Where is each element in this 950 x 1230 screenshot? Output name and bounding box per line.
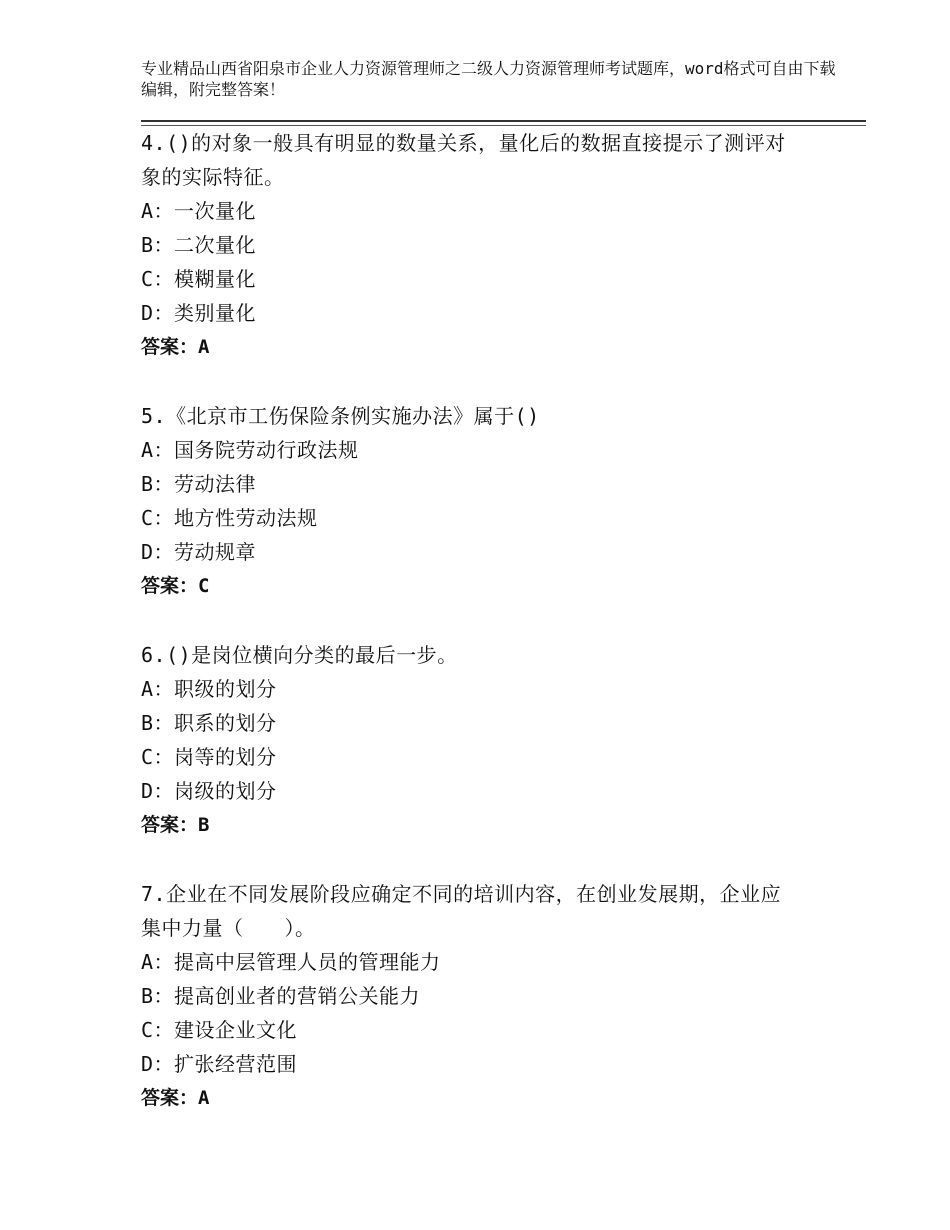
answer-label: 答案： (141, 336, 199, 358)
option-a: A：国务院劳动行政法规 (141, 438, 359, 462)
option-b: B：劳动法律 (141, 472, 257, 496)
answer-line (141, 330, 821, 364)
option-b: B：二次量化 (141, 233, 257, 257)
answer-label: 答案： (141, 1087, 199, 1109)
option-d: D：劳动规章 (141, 540, 257, 564)
answer-value: A (198, 336, 210, 358)
header-rule-thick (141, 120, 866, 122)
answer-label: 答案： (141, 575, 199, 597)
answer-label: 答案： (141, 814, 199, 836)
option-c: C：岗等的划分 (141, 745, 277, 769)
question-stem: 7.企业在不同发展阶段应确定不同的培训内容，在创业发展期，企业应集中力量（ ）。 (141, 882, 782, 940)
option-d: D：扩张经营范围 (141, 1052, 298, 1076)
answer-value: C (198, 575, 210, 597)
option-c: C：建设企业文化 (141, 1018, 298, 1042)
question-stem: 6.()是岗位横向分类的最后一步。 (141, 643, 458, 667)
answer-value: B (198, 814, 210, 836)
option-c: C：模糊量化 (141, 267, 257, 291)
option-b: B：提高创业者的营销公关能力 (141, 984, 421, 1008)
option-d: D：岗级的划分 (141, 779, 277, 803)
option-a: A：职级的划分 (141, 677, 277, 701)
option-a: A：一次量化 (141, 199, 257, 223)
answer-line (141, 569, 821, 603)
question-7 (141, 877, 821, 1115)
option-c: C：地方性劳动法规 (141, 506, 318, 530)
answer-line (141, 808, 821, 842)
question-4 (141, 126, 821, 364)
answer-line (141, 1081, 821, 1115)
document-header: 专业精品山西省阳泉市企业人力资源管理师之二级人力资源管理师考试题库，word格式可自由下载编辑，附完整答案！ (141, 59, 836, 99)
question-6 (141, 638, 821, 842)
option-b: B：职系的划分 (141, 711, 277, 735)
question-5 (141, 399, 821, 603)
question-stem: 4.()的对象一般具有明显的数量关系，量化后的数据直接提示了测评对象的实际特征。 (141, 131, 786, 189)
option-a: A：提高中层管理人员的管理能力 (141, 950, 441, 974)
option-d: D：类别量化 (141, 301, 257, 325)
answer-value: A (198, 1087, 210, 1109)
question-stem: 5.《北京市工伤保险条例实施办法》属于() (141, 404, 540, 428)
